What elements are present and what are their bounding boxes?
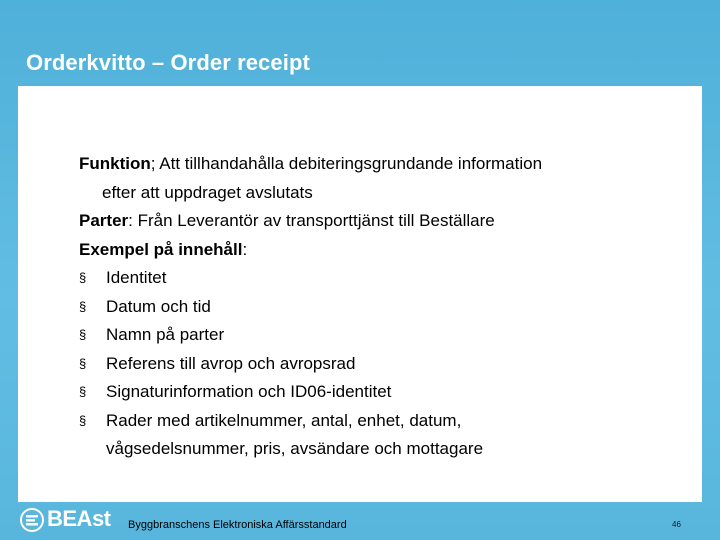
list-item xyxy=(79,350,679,379)
list-item xyxy=(79,321,679,350)
list-item xyxy=(79,264,679,293)
slide-body xyxy=(79,150,679,464)
list-item-text: Referens till avrop och avropsrad xyxy=(106,353,356,373)
funktion-text: ; Att tillhandahålla debiteringsgrundande information xyxy=(150,154,543,173)
list-item-text: Rader med artikelnummer, antal, enhet, datum, xyxy=(106,410,462,430)
bullet-icon: § xyxy=(79,384,87,399)
beast-logo xyxy=(18,506,118,538)
parter-text: : Från Leverantör av transporttjänst till Beställare xyxy=(128,211,495,230)
beast-logo-icon xyxy=(20,508,44,532)
funktion-label: Funktion xyxy=(79,154,151,173)
footer-org-text: Byggbranschens Elektroniska Affärsstandard xyxy=(128,519,347,531)
list-item-text: Signaturinformation och ID06-identitet xyxy=(106,382,392,401)
bullet-icon: § xyxy=(79,412,87,428)
funktion-line-cont: efter att uppdraget avslutats xyxy=(102,182,313,202)
bullet-icon: § xyxy=(79,270,87,285)
slide-title: Orderkvitto – Order receipt xyxy=(26,50,310,75)
title-bar xyxy=(0,0,720,86)
list-item-text: Identitet xyxy=(106,268,167,287)
list-item xyxy=(79,378,679,407)
funktion-line xyxy=(79,150,679,179)
list-item-text-cont: vågsedelsnummer, pris, avsändare och mottagare xyxy=(106,439,484,458)
bullet-icon: § xyxy=(79,327,87,342)
bullet-icon: § xyxy=(79,355,87,371)
list-item-text: Datum och tid xyxy=(106,296,211,316)
exempel-suffix: : xyxy=(242,239,248,259)
list-item-text: Namn på parter xyxy=(106,325,225,344)
list-item xyxy=(79,407,679,436)
exempel-label: Exempel på innehåll xyxy=(79,239,243,259)
list-item xyxy=(79,293,679,322)
parter-line xyxy=(79,207,679,236)
parter-label: Parter xyxy=(79,211,129,230)
logo-text: BEAst xyxy=(47,506,111,531)
exempel-line xyxy=(79,236,679,265)
page-number: 46 xyxy=(672,520,681,529)
bullet-icon: § xyxy=(79,298,87,314)
